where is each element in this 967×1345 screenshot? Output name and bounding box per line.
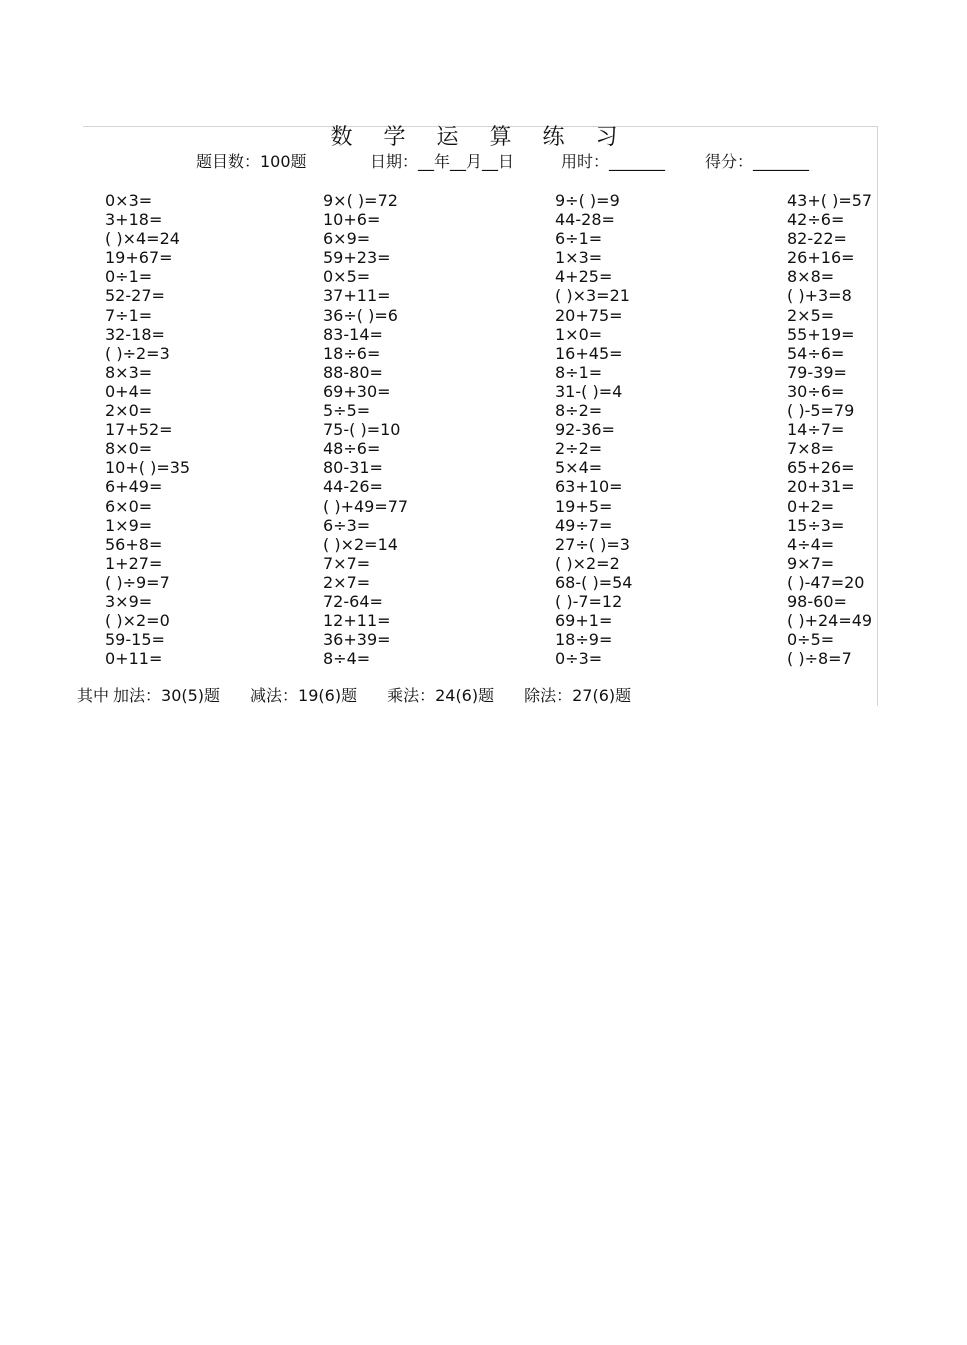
problem: ( )-47=20 <box>787 572 865 592</box>
problem: 5×4= <box>555 458 603 478</box>
problem: ( )-5=79 <box>787 401 855 421</box>
problem: 2×0= <box>105 401 153 421</box>
problem: 4÷4= <box>787 534 835 554</box>
worksheet <box>77 125 878 706</box>
problem: 14÷7= <box>787 420 845 440</box>
summary-footer <box>77 685 877 707</box>
problem: 19+67= <box>105 248 173 268</box>
problem: 6÷3= <box>323 515 371 535</box>
problem-column-4 <box>767 191 967 668</box>
problem: 44-26= <box>323 477 383 497</box>
problem: 1×0= <box>555 324 603 344</box>
problem: 9×7= <box>787 553 835 573</box>
problem: 7×7= <box>323 553 371 573</box>
problem: 0÷3= <box>555 649 603 669</box>
problem: 75-( )=10 <box>323 420 401 440</box>
problem: 8×0= <box>105 439 153 459</box>
problem: 59-15= <box>105 630 165 650</box>
problem: 9×( )=72 <box>323 191 398 210</box>
problem: 55+19= <box>787 324 855 344</box>
problem: 2×5= <box>787 305 835 325</box>
problem: ( )×4=24 <box>105 229 180 249</box>
problem: 56+8= <box>105 534 163 554</box>
problem: 8÷4= <box>323 649 371 669</box>
problem: 16+45= <box>555 343 623 363</box>
problem: 9÷( )=9 <box>555 191 620 210</box>
problem-grid <box>83 191 877 669</box>
problem: 12+11= <box>323 611 391 631</box>
problem: 36÷( )=6 <box>323 305 398 325</box>
problem: 0×5= <box>323 267 371 287</box>
summary-addition: 加法：30(5)题 <box>113 686 221 705</box>
problem: 0÷5= <box>787 630 835 650</box>
summary-multiplication: 乘法：24(6)题 <box>387 686 495 705</box>
problem: 8×3= <box>105 362 153 382</box>
problem: ( )+24=49 <box>787 611 873 631</box>
problem: 15÷3= <box>787 515 845 535</box>
summary-subtraction: 减法：19(6)题 <box>250 686 358 705</box>
problem: 82-22= <box>787 229 847 249</box>
problem: 42÷6= <box>787 210 845 230</box>
problem: 44-28= <box>555 210 615 230</box>
problem: 31-( )=4 <box>555 381 623 401</box>
problem: ( )÷2=3 <box>105 343 170 363</box>
problem: 18÷9= <box>555 630 613 650</box>
problem: 8×8= <box>787 267 835 287</box>
problem: ( )×2=14 <box>323 534 398 554</box>
problem: 68-( )=54 <box>555 572 633 592</box>
problem: 1×9= <box>105 515 153 535</box>
problem: ( )÷8=7 <box>787 649 852 669</box>
problem: 6×9= <box>323 229 371 249</box>
problem: ( )×2=0 <box>105 611 170 631</box>
problem: 26+16= <box>787 248 855 268</box>
problem: 0+2= <box>787 496 835 516</box>
problem: ( )×2=2 <box>555 553 620 573</box>
problem: 54÷6= <box>787 343 845 363</box>
problem: 6÷1= <box>555 229 603 249</box>
problem: 32-18= <box>105 324 165 344</box>
problem: ( )+49=77 <box>323 496 409 516</box>
problem: 1×3= <box>555 248 603 268</box>
problem: 3×9= <box>105 591 153 611</box>
problem: 88-80= <box>323 362 383 382</box>
problem: 7÷1= <box>105 305 153 325</box>
date-field: 日期：__年__月__日 <box>370 152 515 171</box>
problem: 30÷6= <box>787 381 845 401</box>
problem: 8÷1= <box>555 362 603 382</box>
problem: 80-31= <box>323 458 383 478</box>
problem: 59+23= <box>323 248 391 268</box>
problem: 69+1= <box>555 611 613 631</box>
problem: 79-39= <box>787 362 847 382</box>
score-field: 得分：_______ <box>705 152 810 171</box>
problem-column-2 <box>303 191 503 668</box>
problem: 43+( )=57 <box>787 191 873 210</box>
problem: 1+27= <box>105 553 163 573</box>
problem: 6×0= <box>105 496 153 516</box>
problem: 0÷1= <box>105 267 153 287</box>
problem: 0×3= <box>105 191 153 210</box>
summary-prefix: 其中 <box>77 686 110 705</box>
worksheet-title: 数 学 运 算 练 习 <box>330 125 630 150</box>
problem: 36+39= <box>323 630 391 650</box>
problem: 20+31= <box>787 477 855 497</box>
problem: 72-64= <box>323 591 383 611</box>
problem: ( )-7=12 <box>555 591 623 611</box>
problem: 4+25= <box>555 267 613 287</box>
problem: 2×7= <box>323 572 371 592</box>
problem: 37+11= <box>323 286 391 306</box>
problem: 98-60= <box>787 591 847 611</box>
problem: 92-36= <box>555 420 615 440</box>
problem-column-1 <box>85 191 285 668</box>
time-field: 用时：_______ <box>561 152 666 171</box>
problem: ( )÷9=7 <box>105 572 170 592</box>
problem-column-3 <box>535 191 735 668</box>
problem: 0+11= <box>105 649 163 669</box>
problem: 27÷( )=3 <box>555 534 630 554</box>
problem: ( )+3=8 <box>787 286 852 306</box>
info-row <box>83 151 877 173</box>
problem: 49÷7= <box>555 515 613 535</box>
problem: 69+30= <box>323 381 391 401</box>
problem: 19+5= <box>555 496 613 516</box>
question-count: 题目数：100题 <box>196 152 307 171</box>
problem: 83-14= <box>323 324 383 344</box>
problem: 52-27= <box>105 286 165 306</box>
problem: 48÷6= <box>323 439 381 459</box>
problem: 20+75= <box>555 305 623 325</box>
problem: 10+( )=35 <box>105 458 191 478</box>
problem: 18÷6= <box>323 343 381 363</box>
problem: 17+52= <box>105 420 173 440</box>
problem: 65+26= <box>787 458 855 478</box>
problem: 0+4= <box>105 381 153 401</box>
problem: 5÷5= <box>323 401 371 421</box>
problem: 8÷2= <box>555 401 603 421</box>
problem: 63+10= <box>555 477 623 497</box>
problem: ( )×3=21 <box>555 286 630 306</box>
problem: 7×8= <box>787 439 835 459</box>
problem: 10+6= <box>323 210 381 230</box>
problem: 3+18= <box>105 210 163 230</box>
problem: 6+49= <box>105 477 163 497</box>
summary-division: 除法：27(6)题 <box>524 686 632 705</box>
problem: 2÷2= <box>555 439 603 459</box>
